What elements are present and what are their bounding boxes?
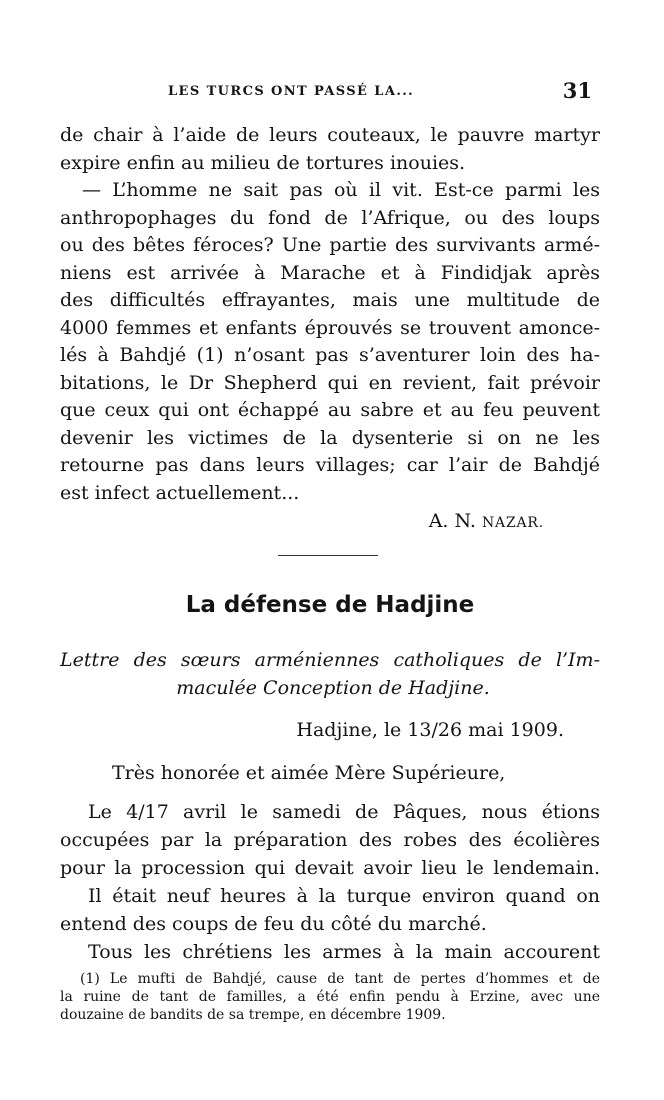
body-line: anthropophages du fond de l’Afrique, ou des loups [60, 206, 600, 229]
body-text [60, 122, 600, 507]
letter-body [60, 798, 600, 966]
footnote-line: (1) Le mufti de Bahdjé, cause de tant de pertes d’hommes et de [80, 971, 600, 987]
body-line: devenir les victimes de la dysenterie si on ne les [60, 426, 600, 449]
running-head [60, 78, 600, 102]
letter-line: Tous les chrétiens les armes à la main accourent [88, 941, 600, 963]
signature-initials: A. N. [428, 510, 476, 532]
body-line: expire enfin au milieu de tortures inouies. [60, 151, 466, 174]
body-line: retourne pas dans leurs villages; car l’air de Bahdjé [60, 454, 600, 476]
footnote-line: la ruine de tant de familles, a été enfin pendu à Erzine, avec une [60, 989, 600, 1005]
running-title: LES TURCS ONT PASSÉ LA... [168, 84, 415, 99]
page-number: 31 [562, 78, 592, 103]
section-title: La défense de Hadjine [185, 592, 475, 618]
body-line: lés à Bahdjé (1) n’osant pas s’aventurer loin des ha- [60, 344, 600, 366]
body-line: est infect actuellement... [60, 481, 300, 504]
letter-line: pour la procession qui devait avoir lieu le lendemain. [60, 857, 600, 879]
body-line: de chair à l’aide de leurs couteaux, le pauvre martyr [60, 124, 600, 146]
letter-line: Il était neuf heures à la turque environ quand on [88, 885, 600, 907]
body-line: 4000 femmes et enfants éprouvés se trouvent amonce- [60, 316, 600, 339]
footnote [60, 970, 600, 1024]
letter-line: occupées par la préparation des robes des écolières [60, 829, 600, 851]
body-line: ou des bêtes féroces? Une partie des survivants armé- [60, 234, 600, 256]
signature-surname: NAZAR. [482, 515, 544, 531]
letter-line: entend des coups de feu du côté du marché. [60, 913, 487, 935]
subtitle-line: maculée Conception de Hadjine. [176, 677, 490, 699]
body-line: — L’homme ne sait pas où il vit. Est-ce parmi les [82, 179, 600, 201]
section-subtitle [60, 646, 600, 702]
letter-dateline: Hadjine, le 13/26 mai 1909. [296, 719, 564, 741]
letter-salutation: Très honorée et aimée Mère Supérieure, [112, 762, 506, 784]
body-line: bitations, le Dr Shepherd qui en revient, fait prévoir [60, 371, 600, 394]
body-line: niens est arrivée à Marache et à Findidjak après [60, 261, 600, 284]
section-divider [278, 555, 378, 556]
body-line: que ceux qui ont échappé au sabre et au feu peuvent [60, 399, 600, 421]
letter-line: Le 4/17 avril le samedi de Pâques, nous étions [88, 801, 600, 823]
subtitle-line: Lettre des sœurs arméniennes catholiques de l’Im- [60, 649, 600, 671]
signature [60, 508, 600, 537]
book-page [60, 0, 600, 1100]
body-line: des difficultés effrayantes, mais une multitude de [60, 289, 600, 311]
footnote-line: douzaine de bandits de sa trempe, en décembre 1909. [60, 1007, 446, 1023]
